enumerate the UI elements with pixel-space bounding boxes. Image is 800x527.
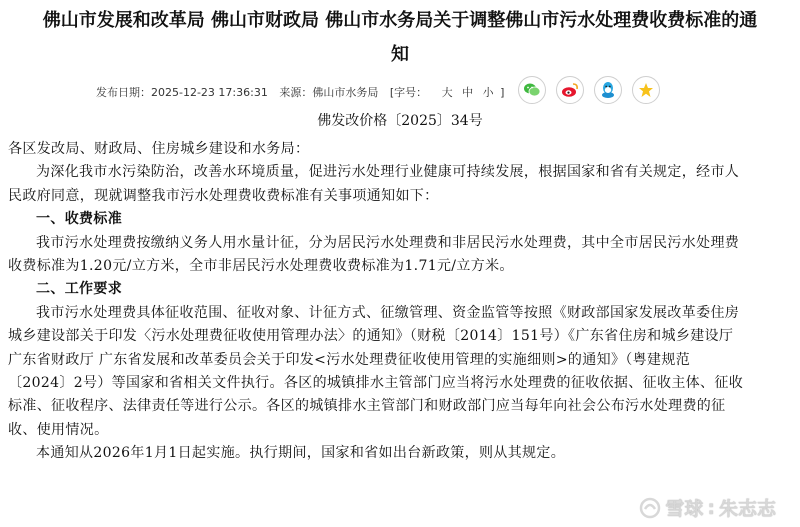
salutation: 各区发改局、财政局、住房城乡建设和水务局： [8, 141, 310, 157]
font-size-large-button[interactable]: 大 [441, 86, 453, 99]
share-bar [518, 76, 660, 104]
section-2-heading: 二、工作要求 [36, 281, 123, 298]
weibo-icon [561, 82, 579, 98]
section-1-paragraph: 我市污水处理费按缴纳义务人用水量计征，分为居民污水处理费和非居民污水处理费，其中全市居民污水处理费收费标准为1.20元/立方米，全市非居民污水处理费收费标准为1.71元/立方米。 [8, 234, 740, 275]
document-number: 佛发改价格〔2025〕34号 [317, 113, 483, 129]
font-size-control [390, 86, 513, 99]
closing-paragraph: 本通知从2026年1月1日起实施。执行期间，国家和省如出台新政策，则从其规定。 [36, 445, 566, 462]
qq-icon [600, 81, 616, 99]
source: 来源：佛山市水务局 [279, 86, 379, 99]
watermark-separator: : [707, 496, 715, 519]
favorite-button[interactable] [632, 76, 660, 104]
article-meta [96, 84, 520, 100]
article-body [8, 138, 744, 466]
share-wechat-button[interactable] [518, 76, 546, 104]
font-size-medium-button[interactable]: 中 [462, 86, 474, 99]
watermark-author: 朱志志 [718, 498, 776, 520]
title-line-2: 知 [391, 44, 409, 65]
intro-paragraph: 为深化我市水污染防治，改善水环境质量，促进污水处理行业健康可持续发展，根据国家和省有关规定，经市人民政府同意，现就调整我市污水处理费收费标准有关事项通知如下： [8, 164, 740, 204]
section-2-paragraph: 我市污水处理费具体征收范围、征收对象、计征方式、征缴管理、资金监管等按照《财政部国家发展改革委住房城乡建设部关于印发〈污水处理费征收使用管理办法〉的通知》（财税〔2014〕151号）《广东省住房和城乡建设厅 广东省财政厅 广东省发展和改革委员会关于印发<污水处理费征收使用管理的实施细则>的通知》（粤建规范〔2024〕2号）等国家和省相关文件执行。各区的城镇排水主管部门应当将污水处理费的征收依据、征收主体、征收标准、征收程序、法律责任等进行公示。各区的城镇排水主管部门和财政部门应当每年向社会公布污水处理费的征收、使用情况。 [8, 304, 744, 438]
share-qq-button[interactable] [594, 76, 622, 104]
snowball-watermark [639, 494, 776, 521]
wechat-icon [523, 82, 541, 98]
font-size-label: [字号： [389, 86, 428, 99]
font-size-close: ] [500, 86, 505, 99]
page-title [0, 4, 800, 72]
favorite-star-icon [638, 82, 654, 98]
snowball-logo-icon [639, 497, 661, 519]
title-line-1: 佛山市发展和改革局 佛山市财政局 佛山市水务局关于调整佛山市污水处理费收费标准的通 [42, 10, 758, 31]
watermark-brand: 雪球 [665, 498, 704, 520]
font-size-small-button[interactable]: 小 [482, 86, 494, 99]
section-1-heading: 一、收费标准 [36, 211, 123, 228]
publish-date: 发布日期：2025-12-23 17:36:31 [96, 86, 268, 99]
share-weibo-button[interactable] [556, 76, 584, 104]
